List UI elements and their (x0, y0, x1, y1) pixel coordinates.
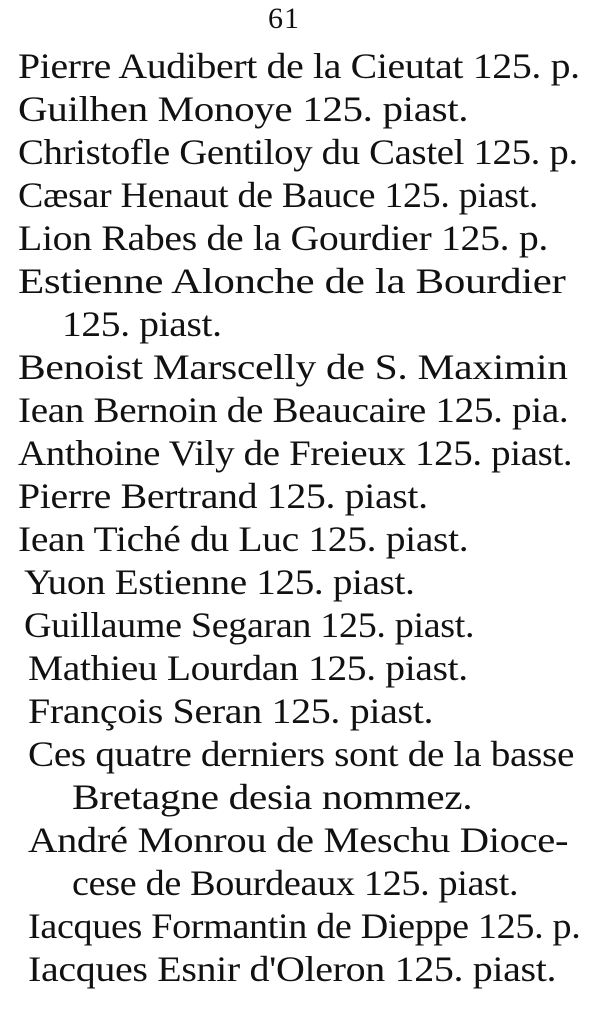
text-line-17: Ces quatre derniers sont de la basse (28, 734, 575, 774)
text-line-13: Yuon Estienne 125. piast. (24, 562, 415, 602)
text-line-19: André Monrou de Meschu Dioce- (28, 820, 569, 860)
text-line-20: cese de Bourdeaux 125. piast. (72, 863, 519, 903)
text-line-1: Pierre Audibert de la Cieutat 125. p. (18, 46, 580, 86)
text-line-7: 125. piast. (62, 304, 222, 344)
text-line-6: Estienne Alonche de la Bourdier (18, 261, 566, 301)
text-line-8: Benoist Marscelly de S. Maximin (18, 347, 568, 387)
text-line-15: Mathieu Lourdan 125. piast. (28, 648, 468, 688)
text-line-3: Christofle Gentiloy du Castel 125. p. (18, 132, 578, 172)
text-line-4: Cæsar Henaut de Bauce 125. piast. (18, 175, 538, 215)
text-line-5: Lion Rabes de la Gourdier 125. p. (18, 218, 549, 258)
page-number: 61 (268, 2, 300, 35)
text-line-14: Guillaume Segaran 125. piast. (24, 605, 475, 645)
text-line-2: Guilhen Monoye 125. piast. (18, 89, 469, 129)
text-line-16: François Seran 125. piast. (28, 691, 434, 731)
text-line-21: Iacques Formantin de Dieppe 125. p. (28, 906, 581, 946)
text-line-22: Iacques Esnir d'Oleron 125. piast. (28, 949, 557, 989)
text-line-10: Anthoine Vily de Freieux 125. piast. (18, 433, 573, 473)
text-line-18: Bretagne desia nommez. (72, 777, 473, 817)
text-line-11: Pierre Bertrand 125. piast. (18, 476, 428, 516)
text-line-12: Iean Tiché du Luc 125. piast. (18, 519, 469, 559)
text-line-9: Iean Bernoin de Beaucaire 125. pia. (18, 390, 569, 430)
